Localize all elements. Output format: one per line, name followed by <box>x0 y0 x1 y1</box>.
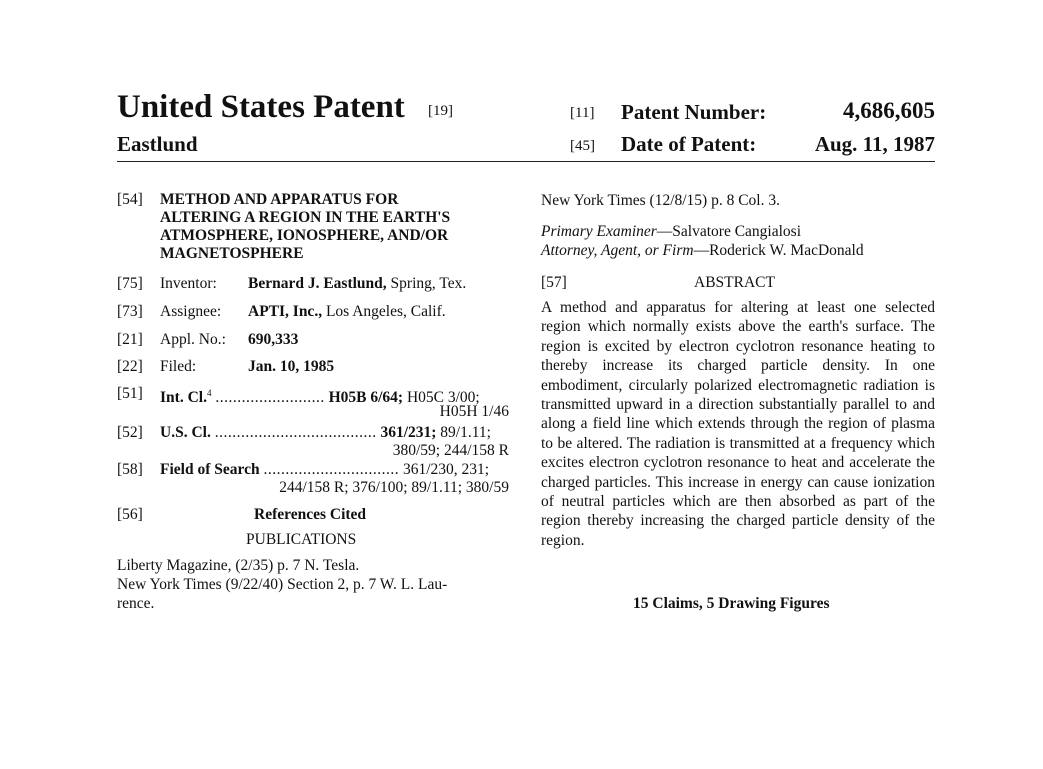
field-search-values: 361/230, 231; <box>402 461 490 478</box>
int-cl-line <box>160 384 480 407</box>
primary-examiner <box>541 222 801 241</box>
assignee-name: APTI, Inc., <box>248 303 323 320</box>
patent-number-label: Patent Number: <box>621 100 767 124</box>
int-cl-label: Int. Cl. <box>160 389 207 407</box>
assignee-code: [73] <box>117 303 143 320</box>
attorney <box>541 241 864 260</box>
examiner-name: —Salvatore Cangialosi <box>656 223 802 240</box>
publications-heading: PUBLICATIONS <box>246 531 357 548</box>
us-cl-line-2: 380/59; 244/158 R <box>392 442 509 459</box>
assignee-place: Los Angeles, Calif. <box>325 303 446 320</box>
header-rule <box>117 161 935 162</box>
title-field-code: [54] <box>117 191 143 208</box>
examiner-label: Primary Examiner <box>541 223 657 240</box>
int-cl-primary: H05B 6/64; <box>328 389 404 407</box>
publication-line: New York Times (9/22/40) Section 2, p. 7 W. L. Lau- <box>117 576 448 593</box>
attorney-label: Attorney, Agent, or Firm <box>541 242 694 259</box>
field-search-line <box>160 460 489 479</box>
refs-code: [56] <box>117 506 143 523</box>
int-cl-code: [51] <box>117 385 143 402</box>
filed-code: [22] <box>117 358 143 375</box>
date-code: [45] <box>570 138 595 154</box>
us-cl-secondary: 89/1.11; <box>440 424 491 441</box>
int-cl-leader: ......................... <box>215 389 325 407</box>
invention-title-line: METHOD AND APPARATUS FOR <box>160 191 399 208</box>
int-cl-line-2: H05H 1/46 <box>439 403 509 420</box>
inventor-surname: Eastlund <box>117 132 198 156</box>
us-cl-primary: 361/231; <box>380 424 437 441</box>
invention-title-line: ALTERING A REGION IN THE EARTH'S <box>160 209 451 226</box>
patent-number: 4,686,605 <box>843 98 935 123</box>
us-cl-line <box>160 423 491 442</box>
date-label: Date of Patent: <box>621 132 757 156</box>
publication-continued: New York Times (12/8/15) p. 8 Col. 3. <box>541 192 780 209</box>
field-search-line-2: 244/158 R; 376/100; 89/1.11; 380/59 <box>279 479 509 496</box>
publication-line: rence. <box>117 595 155 612</box>
inventor-label: Inventor: <box>160 275 217 292</box>
us-cl-leader: ..................................... <box>214 424 377 441</box>
title-code: [19] <box>428 103 453 119</box>
patent-office-title: United States Patent <box>117 89 405 125</box>
appl-label: Appl. No.: <box>160 331 226 348</box>
int-cl-edition: 4 <box>206 388 212 398</box>
invention-title-line: MAGNETOSPHERE <box>160 245 304 262</box>
publication-line: Liberty Magazine, (2/35) p. 7 N. Tesla. <box>117 557 360 574</box>
assignee-value <box>248 302 446 321</box>
int-cl-secondary: H05C 3/00; <box>406 389 480 407</box>
patent-number-code: [11] <box>570 105 595 121</box>
attorney-name: —Roderick W. MacDonald <box>693 242 864 259</box>
inventor-value <box>248 274 466 293</box>
patent-date: Aug. 11, 1987 <box>814 132 935 156</box>
assignee-label: Assignee: <box>160 303 222 320</box>
inventor-code: [75] <box>117 275 143 292</box>
abstract-heading: ABSTRACT <box>694 274 775 291</box>
field-search-leader: ............................... <box>263 461 400 478</box>
claims-summary: 15 Claims, 5 Drawing Figures <box>633 595 830 612</box>
us-cl-label: U.S. Cl. <box>160 424 211 441</box>
abstract-text: A method and apparatus for altering at least one selected region which normally exists above the earth's surface. The region is excited by electron cyclotron resonance heating to thereby increase its charged particle density. In one embodiment, circularly polarized electromagnetic radiation is transmitted upward in a direction substantially parallel to and along a field line which extends through the region of plasma to be altered. The radiation is transmitted at a frequency which excites electron cyclotron resonance to heat and accelerate the charged particles. This increase in energy can cause ionization of neutral particles which are then absorbed as part of the region thereby increasing the charged particle density of the region. <box>541 299 935 549</box>
us-cl-code: [52] <box>117 424 143 441</box>
references-heading: References Cited <box>254 506 367 523</box>
filed-label: Filed: <box>160 358 197 375</box>
inventor-place: Spring, Tex. <box>390 275 467 292</box>
appl-number: 690,333 <box>248 331 299 348</box>
inventor-name: Bernard J. Eastlund, <box>248 275 387 292</box>
field-search-label: Field of Search <box>160 461 260 478</box>
field-search-code: [58] <box>117 461 143 478</box>
abstract-code: [57] <box>541 274 567 291</box>
appl-code: [21] <box>117 331 143 348</box>
invention-title-line: ATMOSPHERE, IONOSPHERE, AND/OR <box>160 227 449 244</box>
filed-date: Jan. 10, 1985 <box>248 358 335 375</box>
